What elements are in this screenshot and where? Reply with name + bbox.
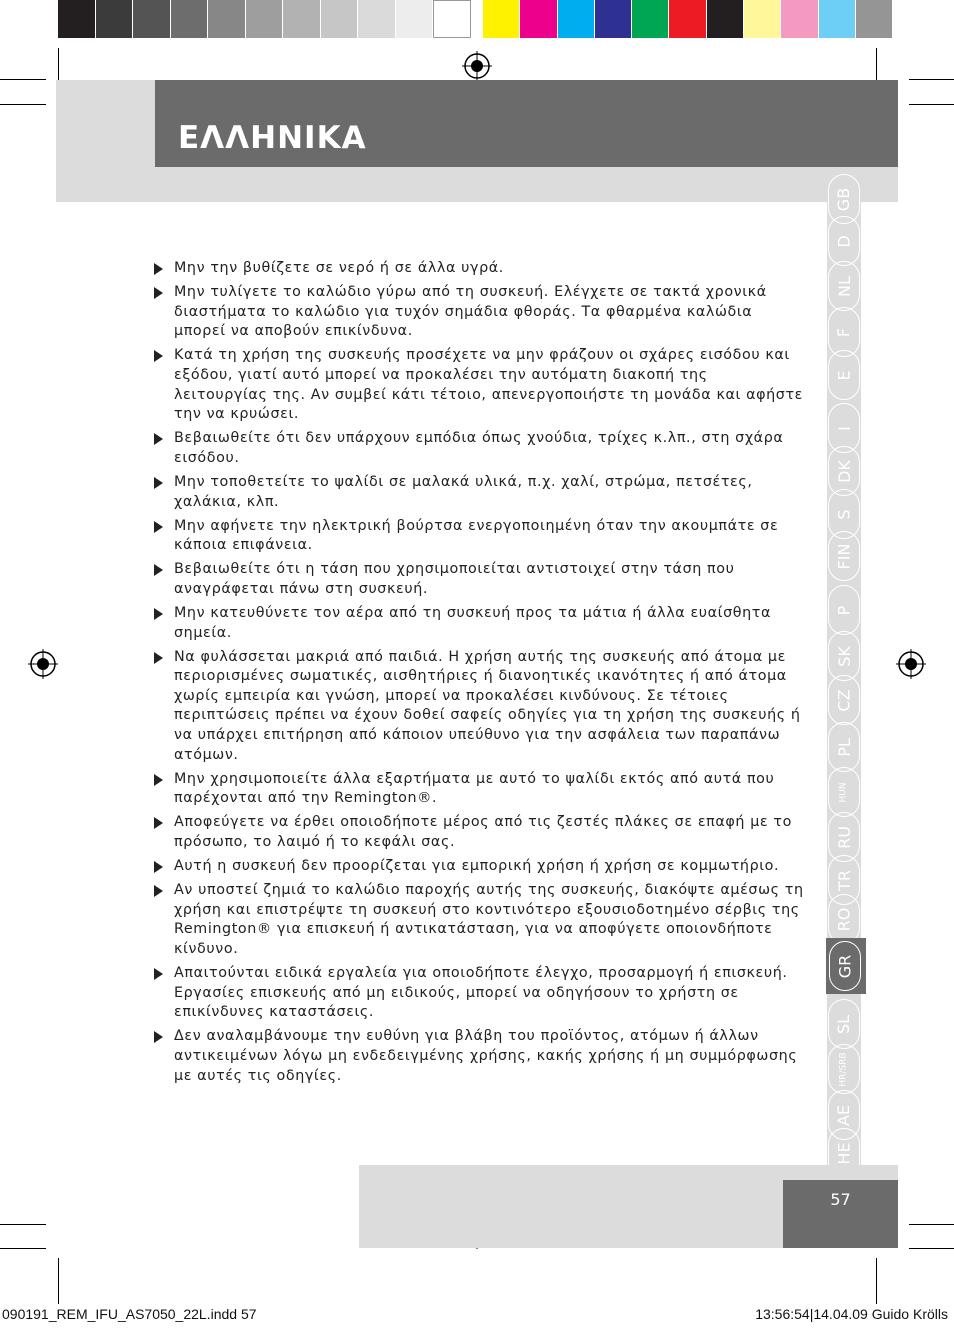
list-item-text: Μην τυλίγετε το καλώδιο γύρω από τη συσκευή. Ελέγχετε σε τακτά χρονικά διαστήματα το καλώδιο για τυχόν σημάδια φθοράς. Τα φθαρμένα καλώδια μπορεί να αποβούν επικίνδυνα. xyxy=(174,284,767,340)
list-item xyxy=(154,560,804,599)
list-item-text: Αν υποστεί ζημιά το καλώδιο παροχής αυτής της συσκευής, διακόψτε αμέσως τη χρήση και επιστρέψτε τη συσκευή στο κοντινότερο εξουσιοδοτημένο σέρβις της Remington® για επισκευή ή αντικατάσταση, για να αποφύγετε οποιονδήποτε κίνδυνο. xyxy=(174,882,804,957)
list-item-text: Αποφεύγετε να έρθει οποιοδήποτε μέρος από τις ζεστές πλάκες σε επαφή με το πρόσωπο, το λαιμό ή το κεφάλι σας. xyxy=(174,814,792,851)
crop-mark xyxy=(909,104,954,105)
language-tab-label: AE xyxy=(834,1104,854,1126)
list-item xyxy=(154,770,804,809)
color-swatch xyxy=(558,0,595,38)
gray-calibration-strip xyxy=(58,0,471,38)
list-item-text: Αυτή η συσκευή δεν προορίζεται για εμπορική χρήση ή χρήση σε κομμωτήριο. xyxy=(174,858,780,875)
crop-mark xyxy=(876,1258,877,1304)
list-item-text: Βεβαιωθείτε ότι η τάση που χρησιμοποιείται αντιστοιχεί στην τάση που αναγράφεται πάνω στη συσκευή. xyxy=(174,561,735,597)
list-item xyxy=(154,1027,804,1086)
triangle-right-icon xyxy=(154,350,163,362)
color-swatch xyxy=(707,0,744,38)
language-tab-pl xyxy=(828,722,860,772)
language-tab-label: FIN xyxy=(834,543,854,569)
list-item-text: Μην χρησιμοποιείτε άλλα εξαρτήματα με αυτό το ψαλίδι εκτός από αυτά που παρέχονται από την Remington®. xyxy=(174,770,775,807)
language-tab-label: HE xyxy=(834,1141,854,1165)
color-swatch xyxy=(483,0,520,38)
language-tab-nl xyxy=(828,261,860,311)
language-tab-label: D xyxy=(834,234,854,248)
language-tab-label: TR xyxy=(834,869,854,891)
triangle-right-icon xyxy=(154,774,163,786)
color-swatch xyxy=(744,0,781,38)
list-item xyxy=(154,813,804,852)
language-tab-p xyxy=(828,585,860,635)
page-number-box xyxy=(783,1180,898,1248)
list-item-text: Μην τοποθετείτε το ψαλίδι σε μαλακά υλικά, π.χ. χαλί, στρώμα, πετσέτες, χαλάκια, κλπ. xyxy=(174,473,753,510)
language-tab-label: SL xyxy=(834,1014,854,1034)
crop-mark xyxy=(0,104,46,105)
list-item xyxy=(154,346,804,424)
file-slug: 090191_REM_IFU_AS7050_22L.indd 57 xyxy=(2,1306,257,1322)
color-swatch xyxy=(133,0,171,38)
triangle-right-icon xyxy=(154,263,163,275)
crop-mark xyxy=(0,79,46,80)
color-swatch xyxy=(819,0,856,38)
triangle-right-icon xyxy=(154,433,163,445)
language-tab-label: F xyxy=(834,327,854,337)
crop-mark xyxy=(0,1248,46,1249)
color-swatch xyxy=(208,0,246,38)
color-swatch xyxy=(358,0,396,38)
language-tab-label: I xyxy=(834,425,854,431)
list-item-text: Βεβαιωθείτε ότι δεν υπάρχουν εμπόδια όπως χνούδια, τρίχες κ.λπ., στη σχάρα εισόδου. xyxy=(174,430,784,466)
triangle-right-icon xyxy=(154,817,163,829)
crop-mark xyxy=(909,79,954,80)
registration-mark-icon xyxy=(28,649,58,679)
list-item xyxy=(154,881,804,959)
color-swatch xyxy=(669,0,706,38)
list-item-text: Κατά τη χρήση της συσκευής προσέχετε να μην φράζουν οι σχάρες εισόδου και εξόδου, γιατί αυτό μπορεί να προκαλέσει την αυτόματη διακοπή της λειτουργίας της. Αν συμβεί κάτι τέτοιο, απενεργοποιήστε τη μονάδα και αφήστε την να κρυώσει. xyxy=(174,347,803,423)
list-item xyxy=(154,964,804,1023)
print-timestamp: 13:56:54|14.04.09 Guido Krölls xyxy=(755,1306,948,1322)
language-tab-label: RO xyxy=(834,907,854,931)
language-tab-label: DK xyxy=(834,459,854,483)
language-tab-label: HUN xyxy=(838,781,849,803)
color-swatch xyxy=(171,0,209,38)
triangle-right-icon xyxy=(154,968,163,980)
list-item xyxy=(154,857,804,877)
triangle-right-icon xyxy=(154,521,163,533)
color-swatch xyxy=(781,0,818,38)
triangle-right-icon xyxy=(154,564,163,576)
language-tab-e xyxy=(828,350,860,400)
language-tab-hr-srb xyxy=(828,1044,860,1094)
safety-instructions-list xyxy=(154,259,804,1091)
language-tab-cz xyxy=(828,675,860,725)
list-item xyxy=(154,604,804,643)
triangle-right-icon xyxy=(154,477,163,489)
registration-mark-icon xyxy=(462,51,492,81)
language-tab-fin xyxy=(828,531,860,581)
crop-mark xyxy=(909,1224,954,1225)
crop-mark xyxy=(909,1248,954,1249)
triangle-right-icon xyxy=(154,885,163,897)
language-tab-label: NL xyxy=(834,275,854,297)
triangle-right-icon xyxy=(154,861,163,873)
list-item-text: Μην την βυθίζετε σε νερό ή σε άλλα υγρά. xyxy=(174,260,504,276)
list-item-text: Δεν αναλαμβάνουμε την ευθύνη για βλάβη του προϊόντος, ατόμων ή άλλων αντικειμένων λόγω μη ενδεδειγμένης χρήσης, κακής χρήσης ή μη συμμόρφωσης με αυτές τις οδηγίες. xyxy=(174,1028,798,1084)
language-tab-label: P xyxy=(834,605,854,615)
language-tab-ro xyxy=(828,894,860,944)
color-calibration-strip xyxy=(483,0,893,38)
language-tab-label: RU xyxy=(834,825,854,849)
color-swatch xyxy=(58,0,96,38)
triangle-right-icon xyxy=(154,652,163,664)
list-item-text: Να φυλάσσεται μακριά από παιδιά. Η χρήση αυτής της συσκευής από άτομα με περιορισμένες σωματικές, αισθητήριες ή διανοητικές ικανότητες ή από άτομα χωρίς εμπειρία και γνώση, μπορεί να προκαλέσει κινδύνους. Σε τέτοιες περιπτώσεις πρέπει να έχουν δοθεί σαφείς οδηγίες για τη χρήση της συσκευής ή να υπάρχει επιτήρηση από κάποιον υπεύθυνο για την ασφάλεια των παραπάνω ατόμων. xyxy=(174,648,801,763)
list-item-text: Μην κατευθύνετε τον αέρα από τη συσκευή προς τα μάτια ή άλλα ευαίσθητα σημεία. xyxy=(174,605,772,641)
color-swatch xyxy=(856,0,893,38)
list-item-text: Μην αφήνετε την ηλεκτρική βούρτσα ενεργοποιημένη όταν την ακουμπάτε σε κάποια επιφάνεια. xyxy=(174,517,779,554)
list-item xyxy=(154,283,804,342)
registration-mark-icon xyxy=(896,649,926,679)
color-swatch xyxy=(433,0,471,38)
language-tab-d xyxy=(828,216,860,266)
language-tab-hun xyxy=(828,767,860,817)
language-tab-label: S xyxy=(834,508,854,520)
language-tab-sl xyxy=(828,999,860,1049)
language-tab-label: E xyxy=(834,369,854,381)
crop-mark xyxy=(0,1224,46,1225)
list-item xyxy=(154,429,804,468)
color-swatch xyxy=(632,0,669,38)
language-tab-label: SK xyxy=(834,645,854,667)
color-swatch xyxy=(595,0,632,38)
triangle-right-icon xyxy=(154,608,163,620)
list-item xyxy=(154,517,804,556)
language-tab-label: PL xyxy=(834,737,854,757)
list-item xyxy=(154,259,804,279)
color-swatch xyxy=(96,0,134,38)
color-swatch xyxy=(321,0,359,38)
crop-mark xyxy=(58,1258,59,1304)
triangle-right-icon xyxy=(154,1031,163,1043)
list-item xyxy=(154,648,804,766)
language-tab-label: GB xyxy=(834,187,854,211)
color-swatch xyxy=(520,0,557,38)
section-title: ΕΛΛΗΝΙΚΑ xyxy=(178,120,367,156)
language-tabs xyxy=(827,172,861,1174)
color-swatch xyxy=(246,0,284,38)
triangle-right-icon xyxy=(154,287,163,299)
language-tab-label: CZ xyxy=(834,688,854,712)
page-number: 57 xyxy=(830,1190,851,1209)
language-tab-label: GR xyxy=(835,954,855,978)
list-item-text: Απαιτούνται ειδικά εργαλεία για οποιοδήποτε έλεγχο, προσαρμογή ή επισκευή. Εργασίες επισκευής από μη ειδικούς, μπορεί να οδηγήσουν το χρήστη σε επικίνδυνες καταστάσεις. xyxy=(174,965,788,1021)
color-swatch xyxy=(396,0,434,38)
language-tab-sk xyxy=(828,631,860,681)
language-tab-gr xyxy=(829,941,861,991)
active-language-highlight xyxy=(826,938,866,994)
list-item xyxy=(154,473,804,512)
color-swatch xyxy=(283,0,321,38)
language-tab-label: HR/SRB xyxy=(838,1051,849,1087)
